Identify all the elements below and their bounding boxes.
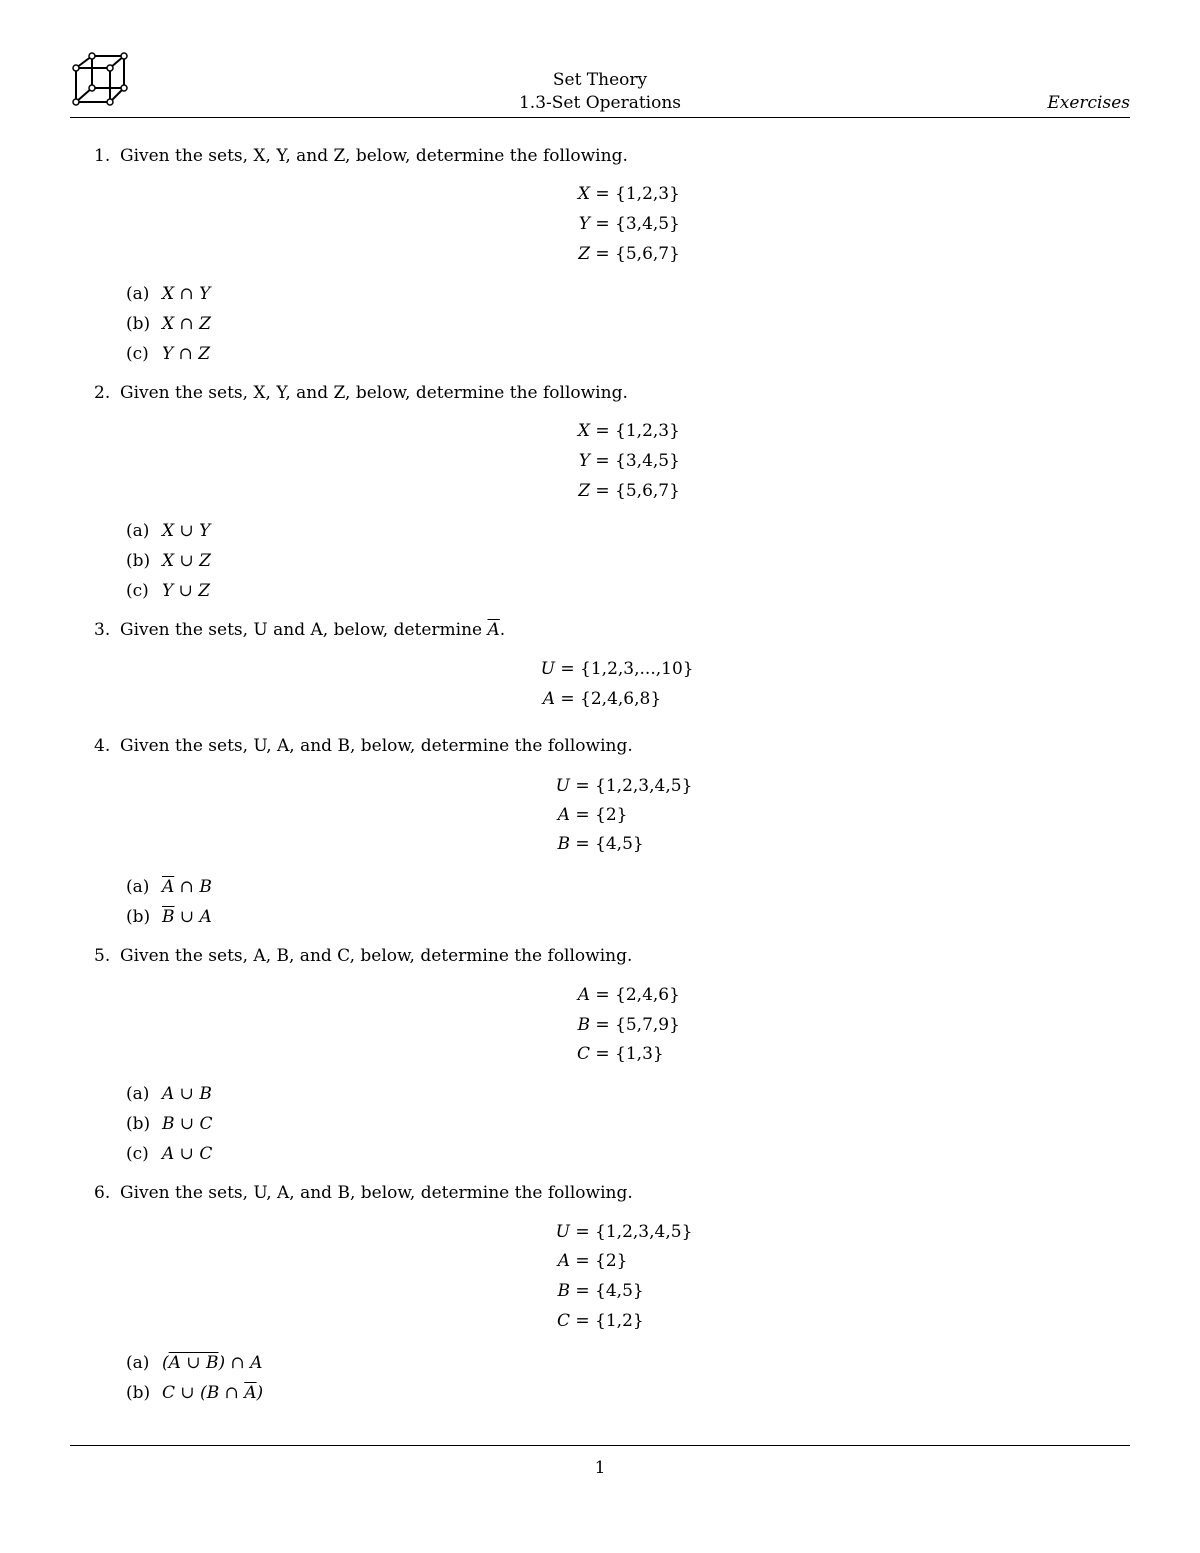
question-5 <box>94 946 632 966</box>
sub-question: (b) X ∩ Z <box>126 314 211 334</box>
set-definition: B = {5,7,9} <box>577 1015 680 1035</box>
question-number: 3. <box>94 620 111 640</box>
question-number: 5. <box>94 946 111 966</box>
question-prompt: Given the sets, U, A, and B, below, determine the following. <box>120 736 633 756</box>
question-3: 3. Given the sets, U and A, below, determine $\overline{A}$. <box>94 620 506 640</box>
set-definition: Y = {3,4,5} <box>578 214 680 234</box>
set-definition: X = {1,2,3} <box>577 184 680 204</box>
set-definition: B = {4,5} <box>557 834 644 854</box>
sub-question: (a) A ∪ B <box>126 1084 212 1104</box>
sub-question: (a) $\overline{A}$ ∩ B <box>126 877 212 897</box>
question-2 <box>94 383 628 403</box>
question-number: 6. <box>94 1183 111 1203</box>
sub-question: (b) X ∪ Z <box>126 551 211 571</box>
set-definition: C = {1,3} <box>576 1044 664 1064</box>
set-definition: X = {1,2,3} <box>577 421 680 441</box>
complement-variable: $\overline{A}$ <box>487 620 500 640</box>
set-definition: A = {2} <box>557 805 628 825</box>
set-definition: U = {1,2,3,4,5} <box>555 776 693 796</box>
sub-question: (b) B ∪ C <box>126 1114 213 1134</box>
sub-question: (c) A ∪ C <box>126 1144 213 1164</box>
set-definition: B = {4,5} <box>557 1281 644 1301</box>
set-definition: A = {2,4,6} <box>577 985 680 1005</box>
header-rule <box>70 117 1130 118</box>
sub-question: (b) $\overline{B}$ ∪ A <box>126 907 212 927</box>
set-definition: U = {1,2,3,4,5} <box>555 1222 693 1242</box>
page-number: 1 <box>594 1458 606 1478</box>
question-prompt: Given the sets, X, Y, and Z, below, determine the following. <box>120 383 628 403</box>
sub-question: (b) C ∪ (B ∩ $\overline{A}$) <box>126 1383 264 1403</box>
set-definition: Z = {5,6,7} <box>578 481 680 501</box>
sub-question: (a) (A ∪ B) ∩ A <box>126 1353 263 1373</box>
page-title: Set Theory <box>552 70 648 90</box>
section-label: Exercises <box>1047 93 1130 113</box>
question-6 <box>94 1183 633 1203</box>
set-definition: C = {1,2} <box>556 1311 644 1331</box>
sub-question: (c) Y ∩ Z <box>126 344 211 364</box>
sub-question: (a) X ∩ Y <box>126 284 211 304</box>
sub-question: (a) X ∪ Y <box>126 521 211 541</box>
set-definition: A = {2} <box>557 1251 628 1271</box>
question-prompt: Given the sets, A, B, and C, below, determine the following. <box>120 946 633 966</box>
set-definition: A = {2,4,6,8} <box>542 689 662 709</box>
question-prompt: Given the sets, U, A, and B, below, determine the following. <box>120 1183 633 1203</box>
set-definition: U = {1,2,3,...,10} <box>540 659 694 679</box>
question-prompt: Given the sets, X, Y, and Z, below, determine the following. <box>120 146 628 166</box>
set-definition: Y = {3,4,5} <box>578 451 680 471</box>
sub-question: (c) Y ∪ Z <box>126 581 211 601</box>
question-4 <box>94 736 633 756</box>
question-number: 1. <box>94 146 111 166</box>
question-prompt: Given the sets, U and A, below, determine <box>120 620 483 640</box>
question-number: 2. <box>94 383 111 403</box>
footer-rule <box>70 1445 1130 1446</box>
page-subtitle: 1.3-Set Operations <box>518 93 682 113</box>
set-definition: Z = {5,6,7} <box>578 244 680 264</box>
question-number: 4. <box>94 736 111 756</box>
question-1 <box>94 146 628 166</box>
